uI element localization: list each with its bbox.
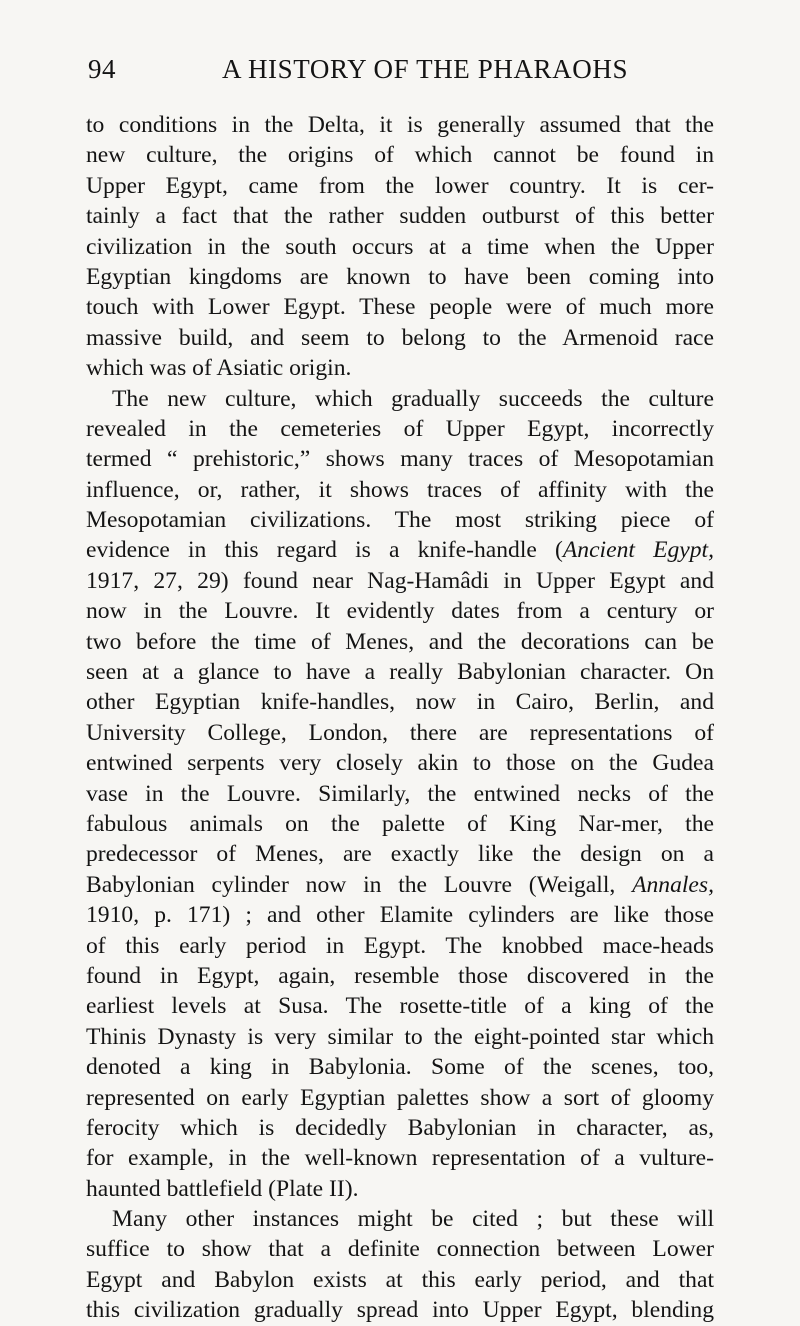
text-line: Egypt and Babylon exists at this early period, and that bbox=[86, 1266, 714, 1293]
text-line: suffice to show that a definite connection between Lower bbox=[86, 1236, 714, 1263]
text-line: to conditions in the Delta, it is generally assumed that the bbox=[86, 112, 714, 138]
text-line: civilization in the south occurs at a time when the Upper bbox=[86, 233, 714, 260]
text-line: represented on early Egyptian palettes show a sort of gloomy bbox=[86, 1084, 714, 1111]
text-line: fabulous animals on the palette of King Nar-mer, the bbox=[86, 810, 714, 837]
citation-title: Ancient Egypt, bbox=[562, 537, 714, 564]
text-line: which was of Asiatic origin. bbox=[86, 355, 352, 382]
text-line: vase in the Louvre. Similarly, the entwined necks of the bbox=[86, 780, 714, 807]
text-line: two before the time of Menes, and the decorations can be bbox=[86, 628, 714, 655]
text-line bbox=[86, 535, 714, 565]
text-line: revealed in the cemeteries of Upper Egypt, incorrectly bbox=[86, 415, 714, 442]
text-line: Upper Egypt, came from the lower country. It is cer- bbox=[86, 172, 714, 199]
text-line: Mesopotamian civilizations. The most striking piece of bbox=[86, 507, 714, 534]
text-line bbox=[86, 870, 714, 900]
text-line: Many other instances might be cited ; but these will bbox=[112, 1206, 714, 1233]
text-line: new culture, the origins of which cannot be found in bbox=[86, 142, 714, 169]
citation-title: Annales, bbox=[632, 871, 714, 898]
text-line: earliest levels at Susa. The rosette-title of a king of the bbox=[86, 993, 714, 1020]
text-line: Thinis Dynasty is very similar to the eight-pointed star which bbox=[86, 1023, 714, 1050]
text-line: influence, or, rather, it shows traces of affinity with the bbox=[86, 476, 714, 503]
text-line: haunted battlefield (Plate II). bbox=[86, 1175, 359, 1202]
text-line: predecessor of Menes, are exactly like the design on a bbox=[86, 841, 714, 868]
text-segment: Babylonian cylinder now in the Louvre (Weigall, bbox=[86, 871, 633, 898]
text-line: University College, London, there are representations of bbox=[86, 719, 714, 746]
text-line: other Egyptian knife-handles, now in Cairo, Berlin, and bbox=[86, 689, 714, 716]
text-line: found in Egypt, again, resemble those discovered in the bbox=[86, 962, 714, 989]
text-line: denoted a king in Babylonia. Some of the scenes, too, bbox=[86, 1054, 714, 1081]
running-title: A HISTORY OF THE PHARAOHS bbox=[222, 54, 629, 84]
text-line: tainly a fact that the rather sudden outburst of this better bbox=[86, 203, 714, 230]
text-line: this civilization gradually spread into Upper Egypt, blending bbox=[86, 1297, 714, 1324]
text-line: 1910, p. 171) ; and other Elamite cylinders are like those bbox=[86, 902, 714, 929]
text-line: touch with Lower Egypt. These people were of much more bbox=[86, 294, 714, 321]
text-segment: evidence in this regard is a knife-handle ( bbox=[86, 537, 563, 564]
text-line: now in the Louvre. It evidently dates from a century or bbox=[86, 598, 714, 625]
text-line: of this early period in Egypt. The knobbed mace-heads bbox=[86, 932, 714, 959]
text-line: for example, in the well-known representation of a vulture- bbox=[86, 1145, 714, 1172]
text-line: The new culture, which gradually succeeds the culture bbox=[112, 385, 714, 412]
text-line: Egyptian kingdoms are known to have been coming into bbox=[86, 263, 714, 290]
running-head bbox=[0, 54, 800, 88]
text-line: termed “ prehistoric,” shows many traces of Mesopotamian bbox=[86, 446, 714, 473]
text-line: entwined serpents very closely akin to those on the Gudea bbox=[86, 750, 714, 777]
text-line: ferocity which is decidedly Babylonian in character, as, bbox=[86, 1114, 714, 1141]
page-number: 94 bbox=[88, 54, 116, 84]
text-line: 1917, 27, 29) found near Nag-Hamâdi in Upper Egypt and bbox=[86, 567, 714, 594]
text-line: seen at a glance to have a really Babylonian character. On bbox=[86, 659, 714, 686]
body-text bbox=[86, 110, 714, 1326]
text-line: massive build, and seem to belong to the Armenoid race bbox=[86, 324, 714, 351]
